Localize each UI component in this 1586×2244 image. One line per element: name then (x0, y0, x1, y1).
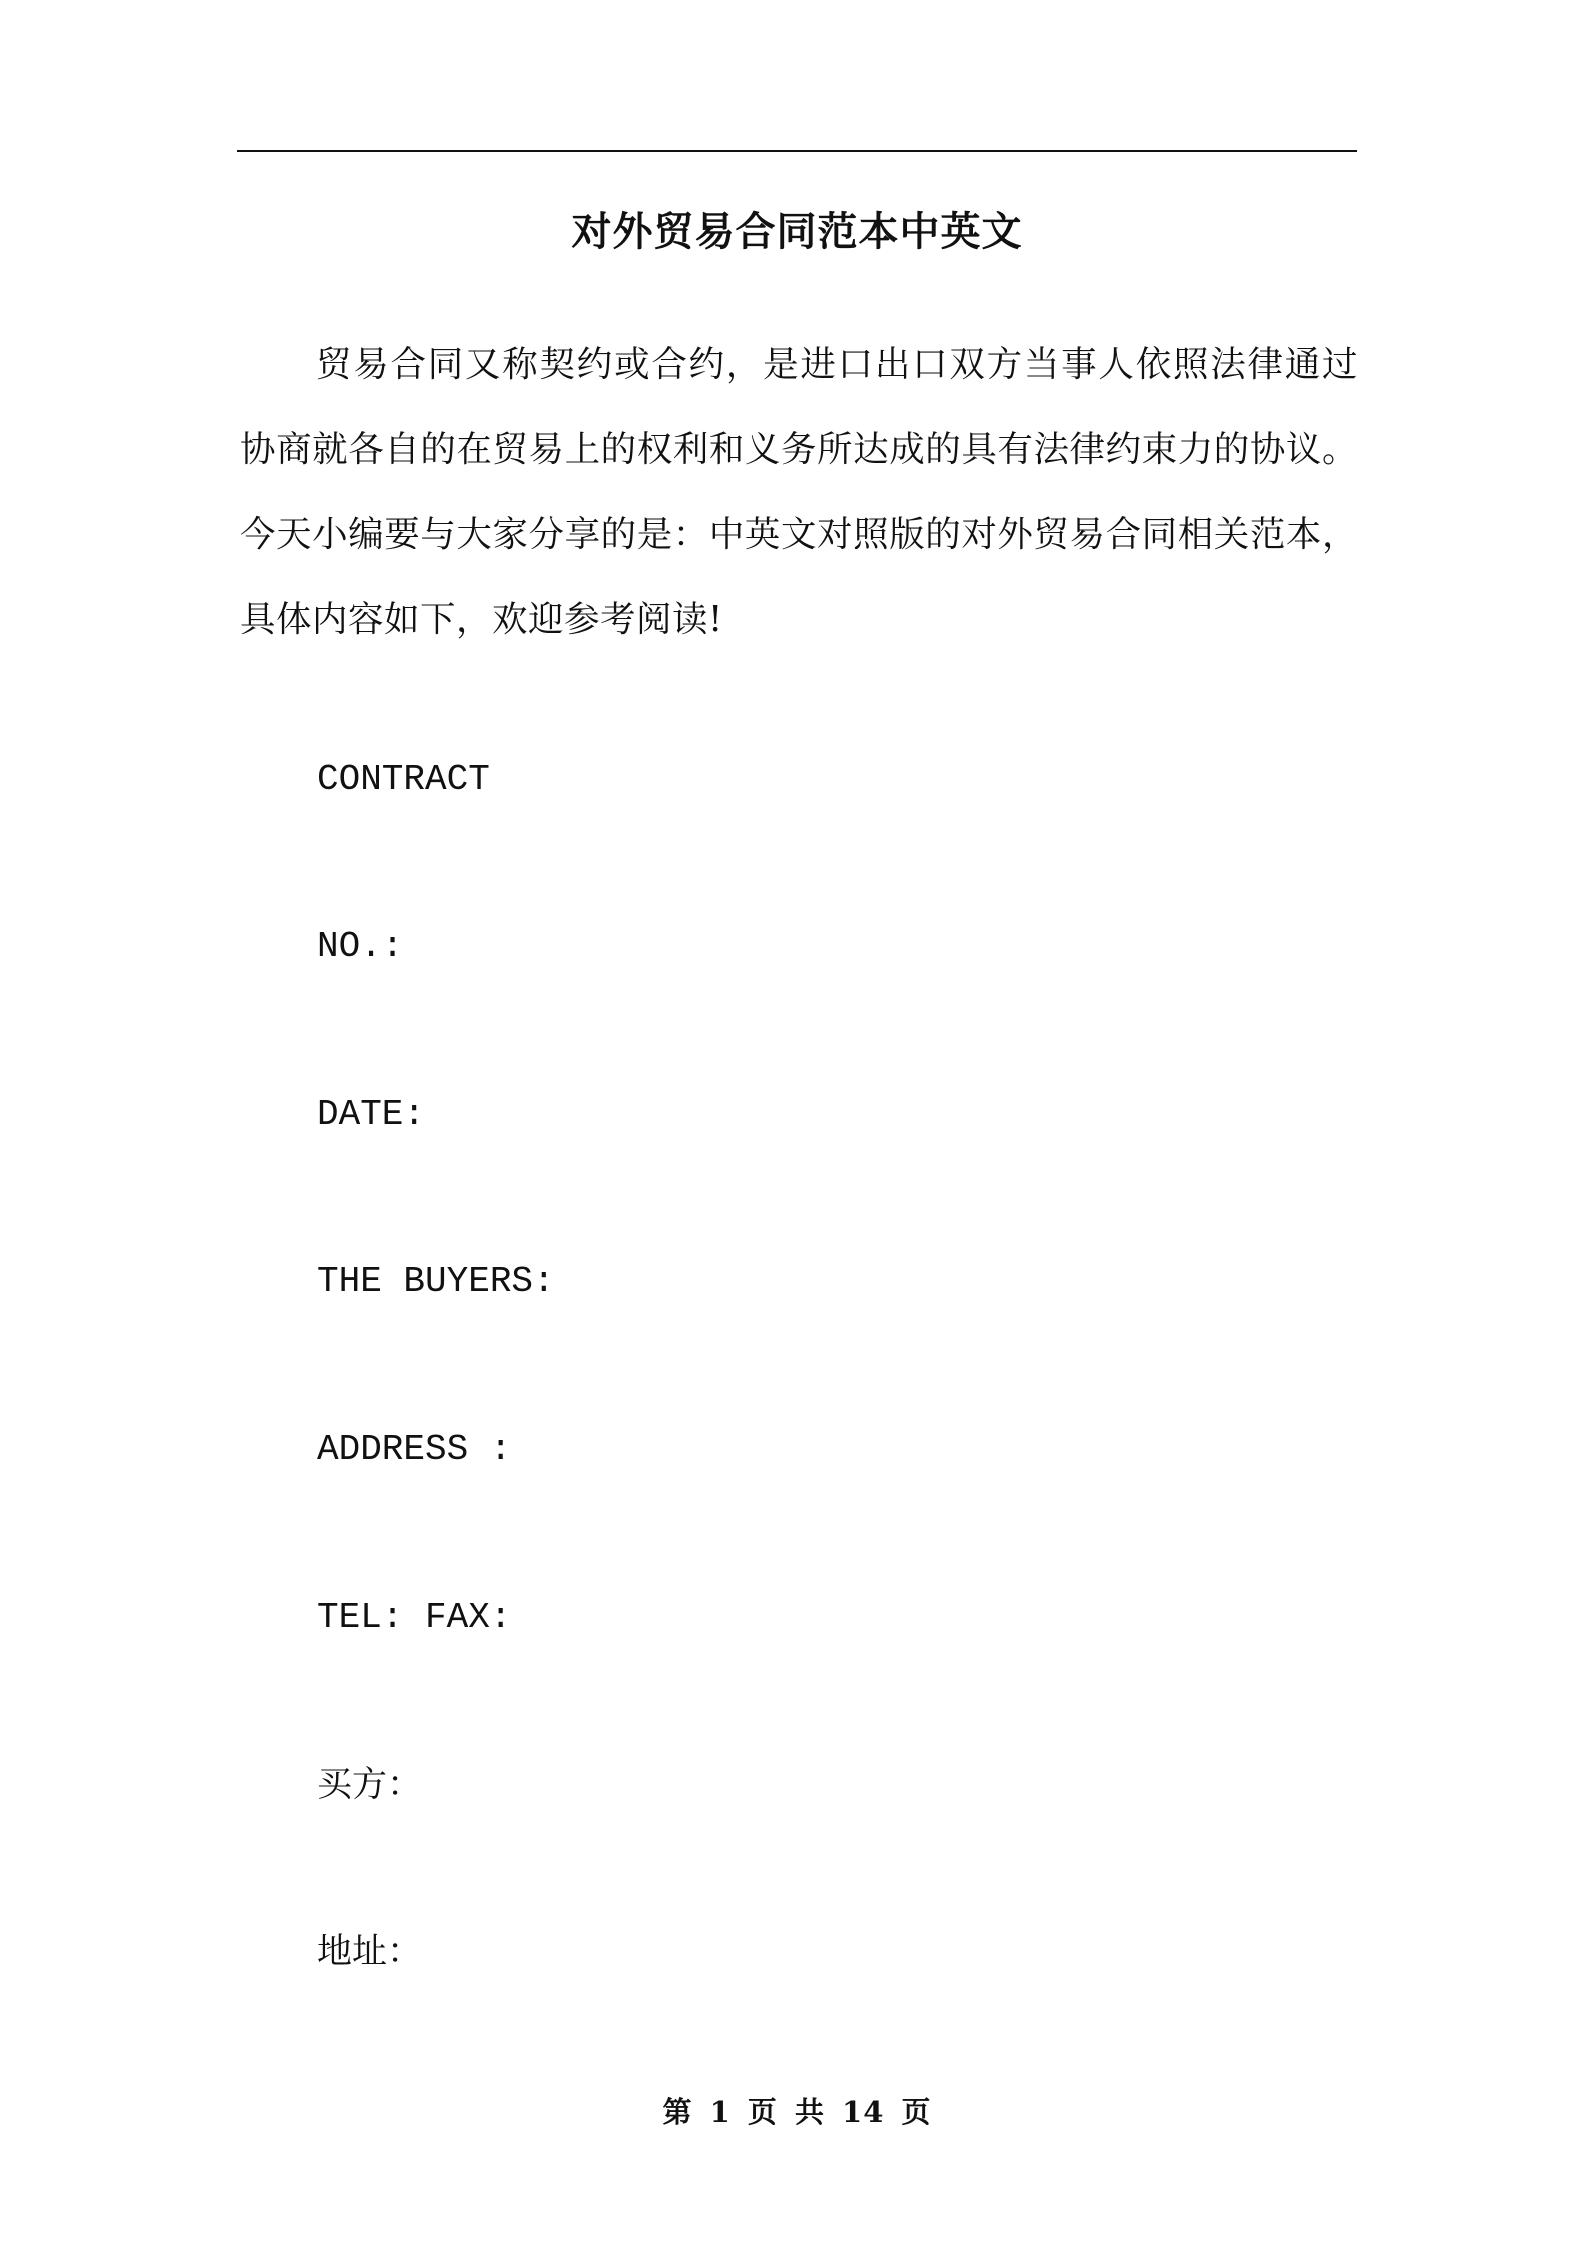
header-rule (237, 150, 1357, 152)
field-date: DATE: (317, 1094, 426, 1135)
field-tel-fax: TEL: FAX: (317, 1597, 512, 1638)
field-contract-no: NO.: (317, 926, 404, 967)
field-buyer-cn: 买方： (317, 1765, 423, 1805)
field-contract: CONTRACT (317, 759, 490, 800)
document-title: 对外贸易合同范本中英文 (571, 208, 1023, 255)
page-indicator: 第 1 页 共 14 页 (662, 2095, 932, 2129)
field-buyers: THE BUYERS: (317, 1261, 555, 1302)
intro-paragraph: 贸易合同又称契约或合约，是进口出口双方当事人依照法律通过协商就各自的在贸易上的权利和义务所达成的具有法律约束力的协议。今天小编要与大家分享的是：中英文对照版的对外贸易合同相关范本，具体内容如下，欢迎参考阅读! (240, 344, 1358, 640)
field-address: ADDRESS : (317, 1429, 512, 1470)
field-address-cn: 地址： (317, 1932, 423, 1972)
